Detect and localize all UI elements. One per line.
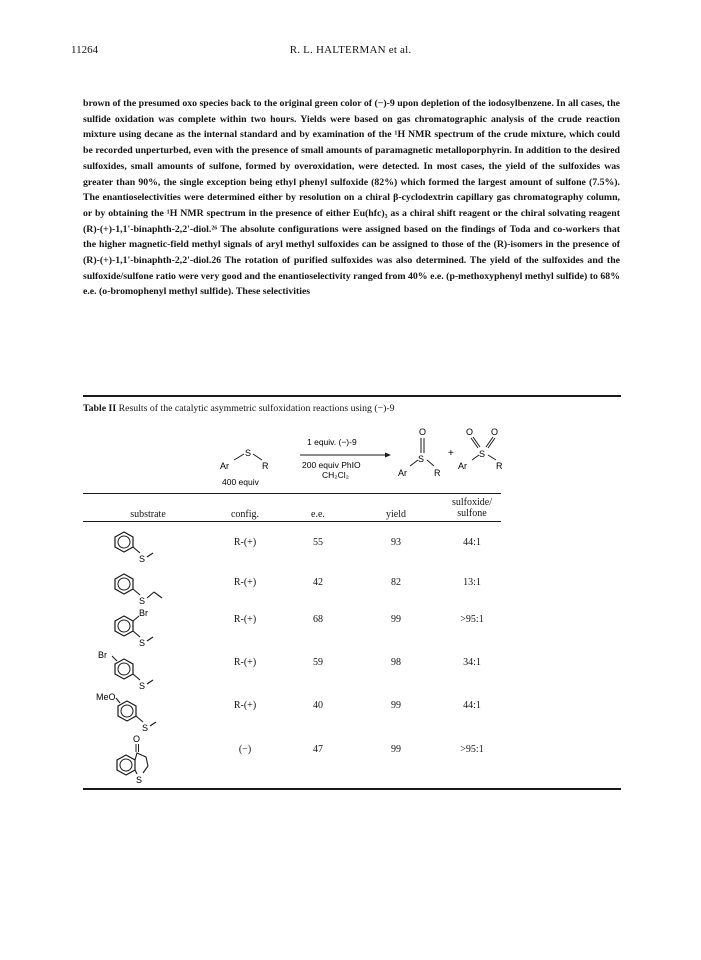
row-4-ee: 59 [313,657,323,668]
row-3-yield: 99 [391,614,401,625]
struct-5-s: S [142,723,149,733]
struct-4-s: S [139,681,146,691]
table-subheader-rule [83,521,501,522]
sulfone-ar: Ar [458,461,467,471]
table-top-rule [83,395,621,397]
sulfoxide-o: O [419,427,427,437]
row-1-config: R-(+) [233,537,257,548]
row-6-ee: 47 [313,744,323,755]
table-caption [83,403,395,414]
running-title: R. L. HALTERMAN et al. [289,44,412,56]
col-head-ratio [440,497,504,519]
sulfoxide-r: R [434,468,441,478]
row-5-ratio: 44:1 [463,700,481,711]
body-text [83,96,620,300]
structure-p-bromophenyl-methyl-sulfide [98,646,170,692]
struct-2-s: S [139,596,146,606]
struct-4-br: Br [98,650,107,660]
struct-6-o: O [133,734,141,744]
reactant-r: R [262,461,269,471]
table-bottom-rule [83,788,621,790]
struct-5-meo: MeO [96,692,116,702]
row-4-config: R-(+) [233,657,257,668]
sulfoxide-ar: Ar [398,468,407,478]
row-5-yield: 99 [391,700,401,711]
sulfone-r: R [496,461,503,471]
arrow-bottom-label-2: CH₂Cl₂ [322,470,349,480]
row-3-ratio: >95:1 [460,614,484,625]
row-2-ee: 42 [313,577,323,588]
reactant-equiv: 400 equiv [222,477,259,487]
col-head-ratio-line2: sulfone [457,508,487,519]
table-caption-text: Results of the catalytic asymmetric sulfoxidation reactions using (−)-9 [118,403,395,414]
plus-sign: + [448,448,454,459]
row-5-config: R-(+) [233,700,257,711]
row-1-yield: 93 [391,537,401,548]
reactant-ar: Ar [220,461,229,471]
body-paragraph: brown of the presumed oxo species back to the original green color of (−)-9 upon depletion of the iodosylbenzene. In all cases, the sulfide oxidation was complete within two hours. Yields were based on gas chromatographic analysis of the crude reaction mixture using decane as the internal standard and by examination of the ¹H NMR spectrum of the crude mixture, which could be recorded unperturbed, even with the presence of small amounts of paramagnetic metalloporphyrin. In addition to the desired sulfoxides, small amounts of sulfone, formed by overoxidation, were detected. In most cases, the yield of the sulfoxides was greater than 90%, the single exception being ethyl phenyl sulfoxide (82%) which formed the largest amount of sulfone (7.5%). The enantioselectivities were determined either by resolution on a chiral β-cyclodextrin capillary gas chromatography column, or by obtaining the ¹H NMR spectrum in the presence of either Eu(hfc)₃ as a chiral shift reagent or the chiral solvating reagent (R)-(+)-1,1'-binaphth-2,2'-diol.²⁶ The absolute configurations were assigned based on the findings of Toda and co-workers that the higher magnetic-field methyl signals of aryl methyl sulfoxides can be assigned to those of the (R)-isomers in the presence of (R)-(+)-1,1'-binaphth-2,2'-diol.26 The rotation of purified sulfoxides was also determined. The yield of the sulfoxides and the sulfoxide/sulfone ratio were very good and the enantioselectivity ranged from 40% e.e. (p-methoxyphenyl methyl sulfide) to 68% e.e. (o-bromophenyl methyl sulfide). These selectivities [83,98,620,298]
row-3-config: R-(+) [233,614,257,625]
arrow-bottom-label-1: 200 equiv PhIO [302,460,361,470]
structure-p-methoxyphenyl-methyl-sulfide [96,688,170,736]
struct-1-s: S [139,554,146,564]
page-number: 11264 [71,44,99,56]
col-head-ratio-line1: sulfoxide/ [452,497,492,508]
arrow-top-label: 1 equiv. (−)-9 [307,437,357,447]
row-2-ratio: 13:1 [463,577,481,588]
table-label: Table II [83,403,117,414]
row-4-ratio: 34:1 [463,657,481,668]
row-6-ratio: >95:1 [460,744,484,755]
sulfone-o-right: O [491,427,499,437]
col-head-config: config. [230,509,260,520]
sulfone-o-left: O [466,427,474,437]
row-1-ratio: 44:1 [463,537,481,548]
struct-3-s: S [139,638,146,648]
col-head-substrate: substrate [130,509,166,520]
sulfoxide-s: S [418,454,425,464]
struct-6-s: S [136,775,143,785]
col-head-yield: yield [386,509,406,520]
reactant-s: S [245,448,252,458]
table-header-rule [83,493,501,494]
row-3-ee: 68 [313,614,323,625]
structure-thioanisole [110,528,170,570]
row-4-yield: 98 [391,657,401,668]
struct-3-br: Br [139,608,148,618]
row-6-yield: 99 [391,744,401,755]
row-2-yield: 82 [391,577,401,588]
row-2-config: R-(+) [233,577,257,588]
col-head-ee: e.e. [311,509,325,520]
arrow-head-icon [385,453,391,458]
reaction-scheme [220,420,520,498]
sulfone-s: S [479,449,486,459]
row-1-ee: 55 [313,537,323,548]
row-5-ee: 40 [313,700,323,711]
structure-thiochromanone [112,733,172,785]
row-6-config: (−) [238,744,252,755]
